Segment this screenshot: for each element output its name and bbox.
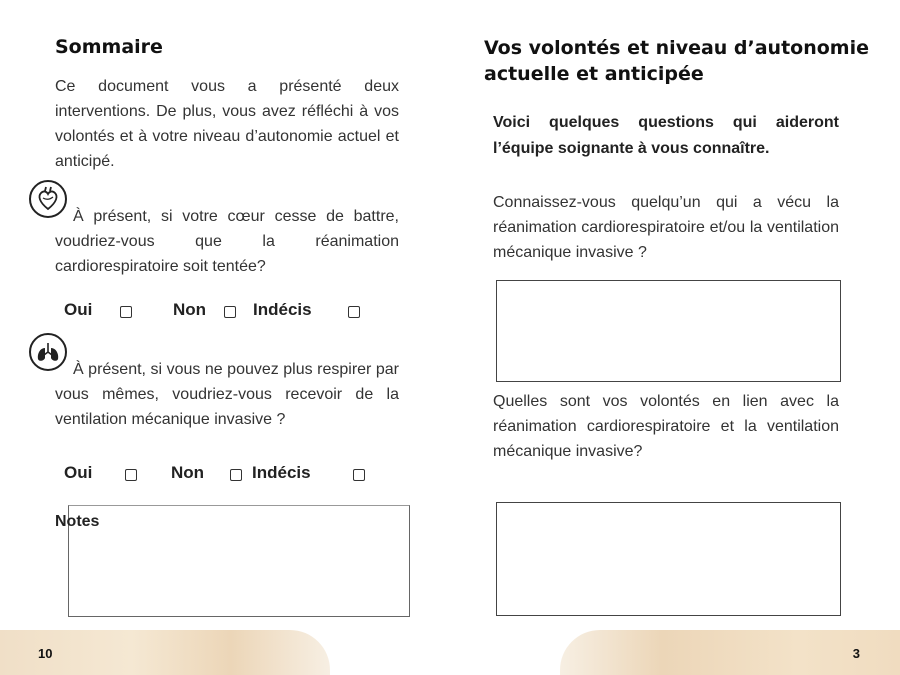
footer-decoration-right (560, 630, 900, 675)
checkbox-cpr-indecis[interactable] (348, 306, 360, 318)
answer-box-know-someone[interactable] (496, 280, 841, 382)
wishes-intro: Voici quelques questions qui aideront l’équipe soignante à vous connaître. (493, 114, 839, 157)
right-page (450, 0, 900, 675)
checkbox-vent-oui[interactable] (125, 469, 137, 481)
page-number-left: 10 (38, 646, 53, 661)
notes-label: Notes (55, 513, 100, 530)
question-wishes: Quelles sont vos volontés en lien avec la réanimation cardiorespiratoire et la ventilation mécanique invasive? (493, 393, 839, 460)
checkbox-cpr-oui[interactable] (120, 306, 132, 318)
summary-intro: Ce document vous a présenté deux interventions. De plus, vous avez réfléchi à vos volontés et à votre niveau d’autonomie actuel et anticipé. (55, 78, 399, 170)
question-cpr-text: À présent, si votre cœur cesse de battre, voudriez-vous que la réanimation cardiorespiratoire soit tentée? (55, 208, 399, 275)
choice-indecis-label: Indécis (252, 463, 311, 482)
checkbox-vent-indecis[interactable] (353, 469, 365, 481)
choice-oui-label: Oui (64, 300, 93, 319)
checkbox-cpr-non[interactable] (224, 306, 236, 318)
question-know-someone: Connaissez-vous quelqu’un qui a vécu la réanimation cardiorespiratoire et/ou la ventilation mécanique invasive ? (493, 194, 839, 261)
heart-icon (29, 180, 67, 218)
footer-band (0, 630, 900, 675)
summary-title: Sommaire (55, 36, 163, 58)
choice-oui-label: Oui (64, 463, 93, 482)
notes-box[interactable] (68, 505, 410, 617)
choice-indecis-label: Indécis (253, 300, 312, 319)
wishes-title: Vos volontés et niveau d’autonomie actuelle et anticipée (484, 37, 870, 85)
question-ventilation-text: À présent, si vous ne pouvez plus respirer par vous mêmes, voudriez-vous recevoir de la ventilation mécanique invasive ? (55, 361, 399, 428)
lungs-icon (29, 333, 67, 371)
answer-box-wishes[interactable] (496, 502, 841, 616)
choice-non-label: Non (173, 300, 207, 319)
checkbox-vent-non[interactable] (230, 469, 242, 481)
page-number-right: 3 (852, 646, 860, 661)
choice-non-label: Non (171, 463, 205, 482)
question-ventilation (55, 357, 399, 432)
question-cpr (55, 204, 399, 279)
